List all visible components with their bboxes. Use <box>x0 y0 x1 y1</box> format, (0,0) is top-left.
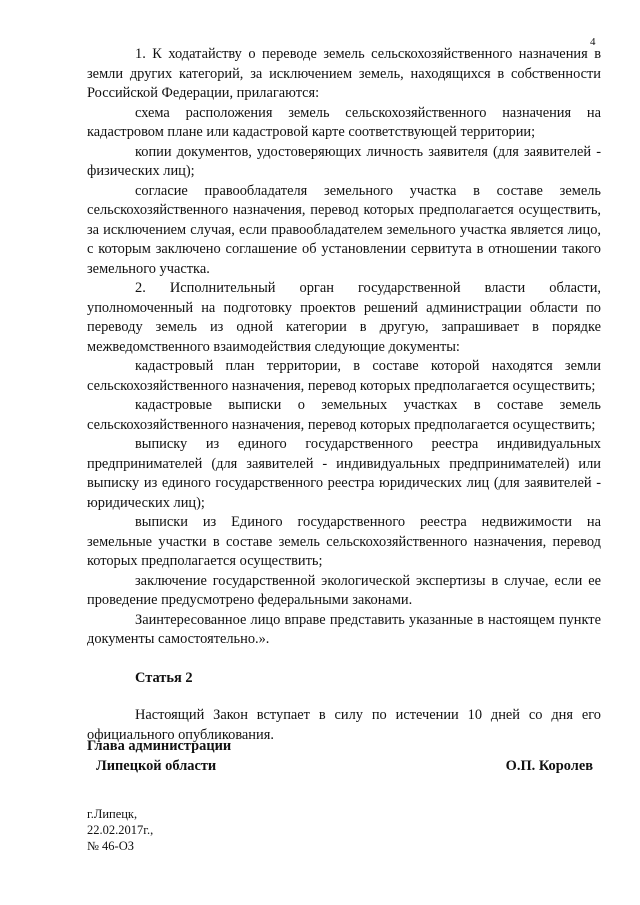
signatory-name: О.П. Королев <box>505 758 593 774</box>
article-heading: Статья 2 <box>135 669 193 686</box>
paragraph: схема расположения земель сельскохозяйственного назначения на кадастровом плане или кадастровой карте соответствующей территории; <box>87 104 601 140</box>
footer-city: г.Липецк, <box>87 807 138 821</box>
signatory-title-line1: Глава администрации <box>87 738 232 754</box>
paragraph: Заинтересованное лицо вправе представить указанные в настоящем пункте документы самостоятельно.». <box>87 611 601 647</box>
paragraph: кадастровые выписки о земельных участках в составе земель сельскохозяйственного назначения, перевод которых предполагается осуществить; <box>87 397 601 433</box>
paragraph: 2. Исполнительный орган государственной власти области, уполномоченный на подготовку проектов решений администрации области по переводу земель из одной категории в другую, запрашивает в порядке межведомственного взаимодействия следующие документы: <box>87 280 601 355</box>
footer-date: 22.02.2017г., <box>87 823 154 837</box>
paragraph: 1. К ходатайству о переводе земель сельскохозяйственного назначения в земли других категорий, за исключением земель, находящихся в собственности Российской Федерации, прилагаются: <box>87 46 601 101</box>
paragraph: копии документов, удостоверяющих личность заявителя (для заявителей - физических лиц); <box>87 143 601 179</box>
article-text: Настоящий Закон вступает в силу по истечении 10 дней со дня его официального опубликования. <box>87 707 601 743</box>
signatory-title-line2: Липецкой области <box>96 758 217 774</box>
page-number: 4 <box>590 36 596 48</box>
signature-block <box>87 736 601 776</box>
document-footer <box>87 806 153 854</box>
paragraph: согласие правообладателя земельного участка в составе земель сельскохозяйственного назначения, перевод которых предполагается осуществить, за исключением случая, если правообладателем земельного участка является лицо, с которым заключено соглашение об установлении сервитута в отношении такого земельного участка. <box>87 182 601 277</box>
document-body <box>87 45 601 745</box>
paragraph: кадастровый план территории, в составе которой находятся земли сельскохозяйственного назначения, перевод которых предполагается осуществить; <box>87 358 601 394</box>
paragraph: выписки из Единого государственного реестра недвижимости на земельные участки в составе земель сельскохозяйственного назначения, перевод которых предполагается осуществить; <box>87 514 601 569</box>
paragraph: выписку из единого государственного реестра индивидуальных предпринимателей (для заявителей - индивидуальных предпринимателей) или выписку из единого государственного реестра юридических лиц (для заявителей - юридических лиц); <box>87 436 601 511</box>
paragraph: заключение государственной экологической экспертизы в случае, если ее проведение предусмотрено федеральными законами. <box>87 572 601 608</box>
footer-law-number: № 46-ОЗ <box>87 839 135 853</box>
